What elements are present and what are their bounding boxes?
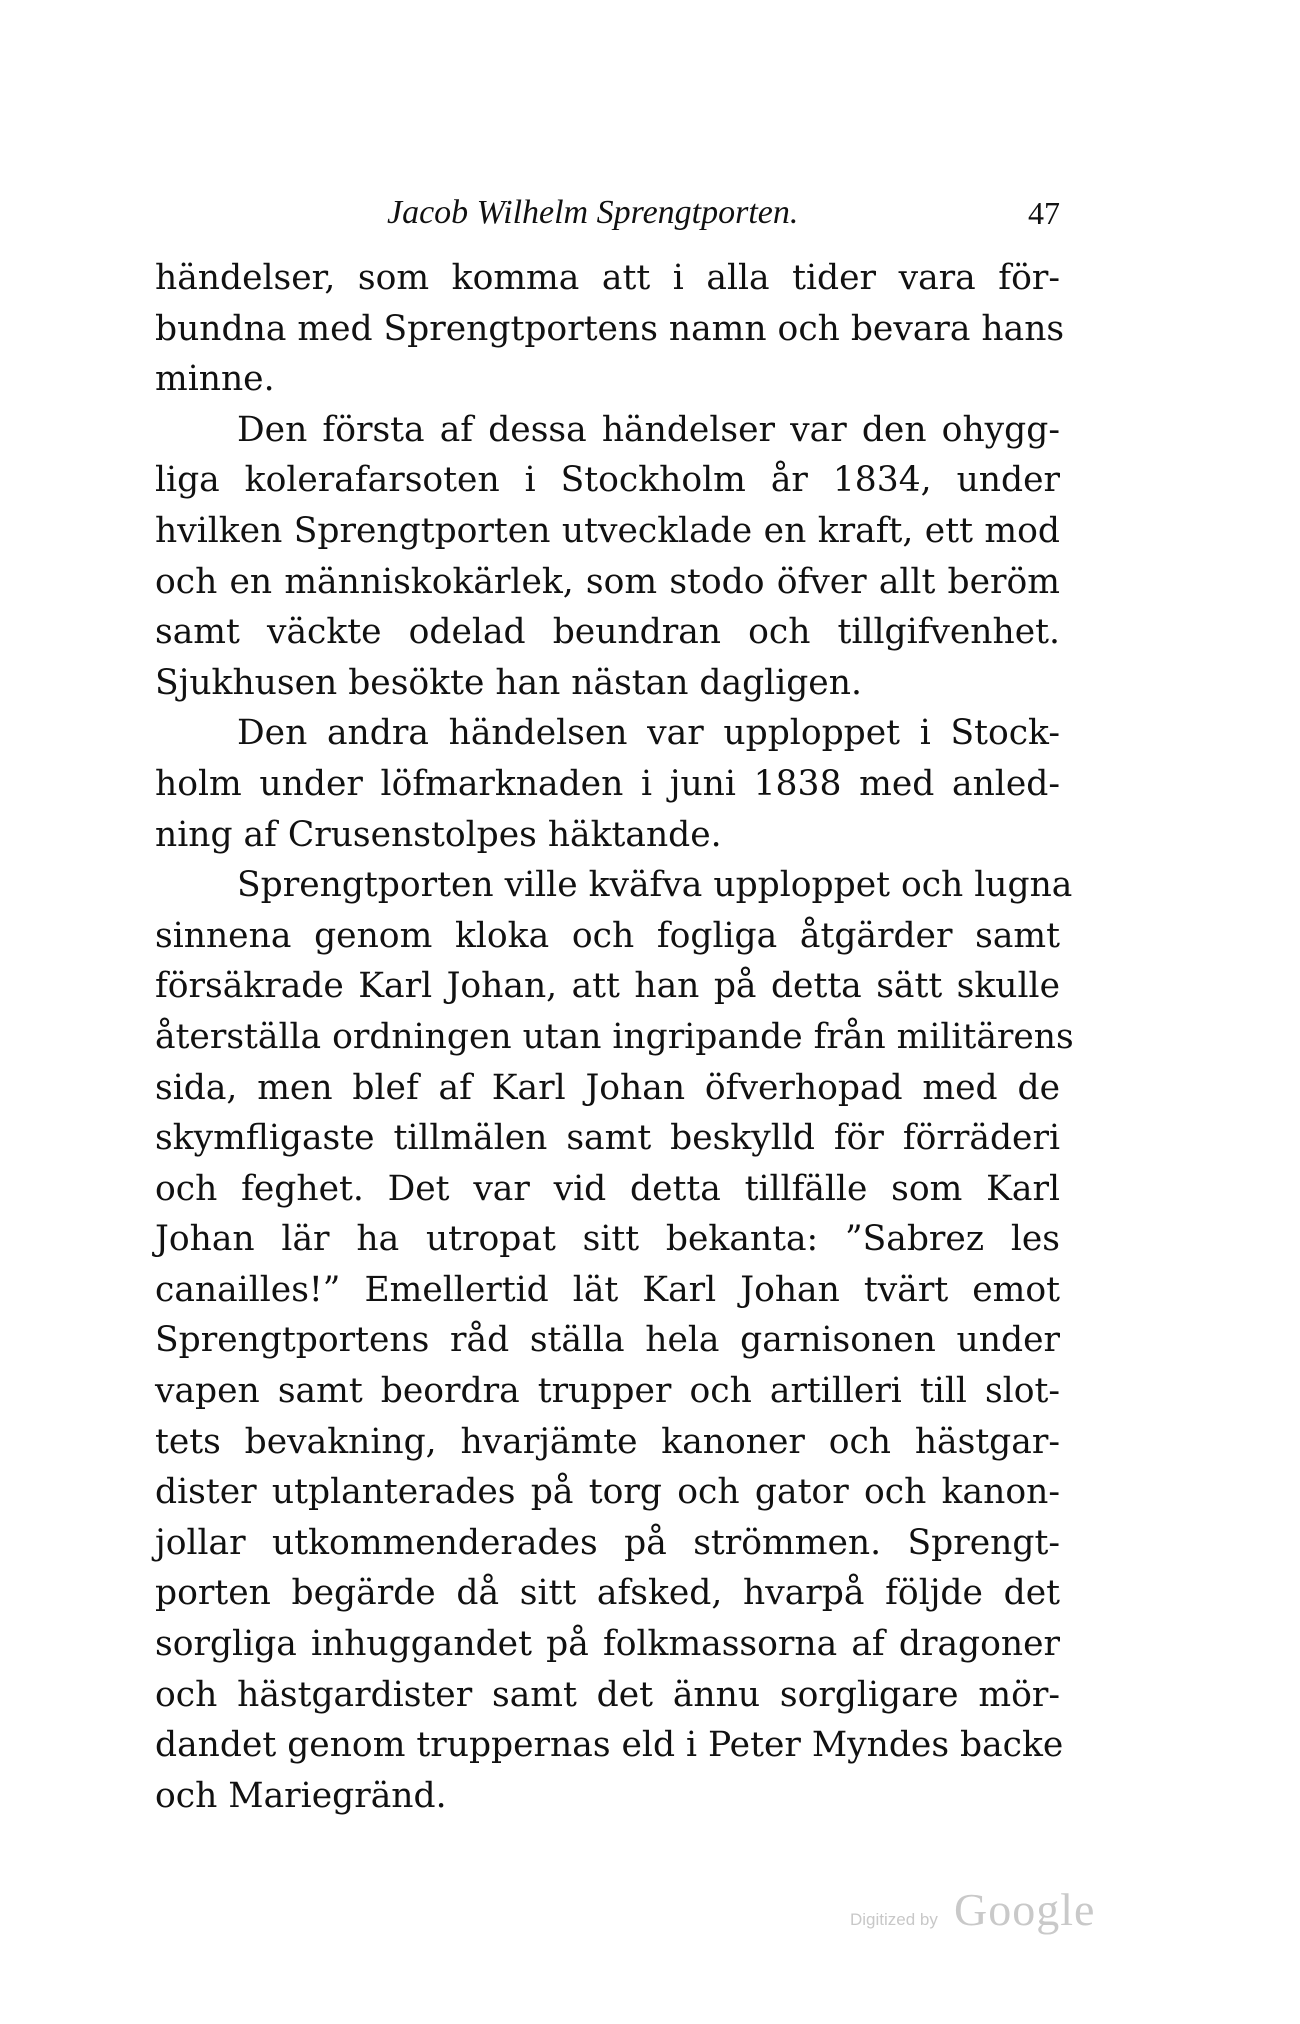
- text-line: tets bevakning, hvarjämte kanoner och hästgar-: [155, 1421, 1060, 1462]
- text-line: och Mariegränd.: [155, 1775, 447, 1816]
- text-line: jollar utkommenderades på strömmen. Sprengt-: [155, 1522, 1060, 1563]
- text-line: försäkrade Karl Johan, att han på detta sätt skulle: [155, 966, 1060, 1007]
- text-line: porten begärde då sitt afsked, hvarpå följde det: [155, 1573, 1060, 1614]
- text-line: återställa ordningen utan ingripande från militärens: [155, 1016, 1074, 1057]
- text-line: canailles!” Emellertid lät Karl Johan tvärt emot: [155, 1269, 1060, 1310]
- running-title: Jacob Wilhelm Sprengtporten.: [387, 194, 799, 231]
- text-line: sinnena genom kloka och fogliga åtgärder samt: [155, 915, 1060, 956]
- text-line: sida, men blef af Karl Johan öfverhopad med de: [155, 1067, 1060, 1108]
- text-line: dandet genom truppernas eld i Peter Myndes backe: [155, 1725, 1064, 1766]
- text-line: minne.: [155, 359, 275, 400]
- watermark-prefix: Digitized by: [850, 1910, 938, 1929]
- text-line: Sprengtporten ville kväfva upploppet och lugna: [237, 865, 1073, 906]
- text-line: och en människokärlek, som stodo öfver allt beröm: [155, 561, 1060, 602]
- digitized-watermark: [850, 1882, 1160, 1942]
- text-line: Den första af dessa händelser var den ohygg-: [237, 409, 1060, 450]
- text-line: samt väckte odelad beundran och tillgifvenhet.: [155, 612, 1060, 653]
- text-line: Sprengtportens råd ställa hela garnisonen under: [155, 1320, 1060, 1361]
- text-line: och feghet. Det var vid detta tillfälle som Karl: [155, 1168, 1060, 1209]
- text-line: bundna med Sprengtportens namn och bevara hans: [155, 308, 1065, 349]
- text-line: dister utplanterades på torg och gator och kanon-: [155, 1472, 1060, 1513]
- text-line: hvilken Sprengtporten utvecklade en kraft, ett mod: [155, 510, 1060, 551]
- text-line: Johan lär ha utropat sitt bekanta: ”Sabrez les: [155, 1219, 1060, 1260]
- text-line: och hästgardister samt det ännu sorgligare mör-: [155, 1674, 1060, 1715]
- text-line: holm under löfmarknaden i juni 1838 med anled-: [155, 763, 1060, 804]
- text-line: sorgliga inhuggandet på folkmassorna af dragoner: [155, 1624, 1060, 1665]
- google-logo: Google: [954, 1884, 1096, 1935]
- running-header: [155, 188, 1060, 238]
- text-line: Den andra händelsen var upploppet i Stock-: [237, 713, 1060, 754]
- text-line: liga kolerafarsoten i Stockholm år 1834, under: [155, 460, 1060, 501]
- page-number: 47: [1028, 195, 1060, 231]
- body-text: [155, 253, 1074, 1821]
- text-line: ning af Crusenstolpes häktande.: [155, 814, 722, 855]
- text-line: vapen samt beordra trupper och artilleri till slot-: [155, 1371, 1060, 1412]
- text-line: skymfligaste tillmälen samt beskylld för förräderi: [155, 1118, 1060, 1159]
- text-line: Sjukhusen besökte han nästan dagligen.: [155, 662, 862, 703]
- text-line: händelser, som komma att i alla tider vara för-: [155, 258, 1060, 298]
